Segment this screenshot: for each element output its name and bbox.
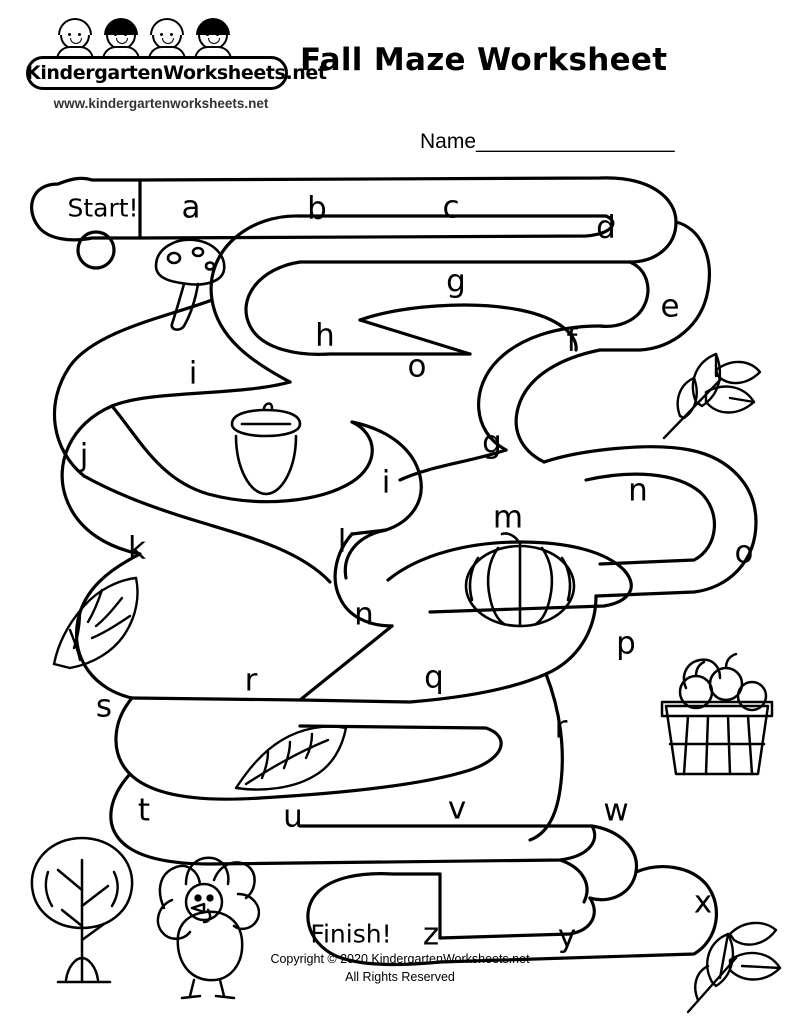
maze-letter: g [482,424,502,461]
maze-letter: y [557,918,577,955]
maze-letter: l [337,523,347,560]
kids-illustration-icon [54,14,254,60]
maze-illustration [0,150,800,970]
maple-leaf-icon [40,568,160,688]
pumpkin-icon [450,528,590,638]
maze-letter: g [446,263,466,300]
maze-letter: m [492,499,524,536]
maze-letter: z [422,916,440,953]
maze-letter: v [447,790,467,827]
maze-letter: a [181,189,201,226]
maze-finish-label: Finish! [310,919,392,949]
oak-leaf-icon [228,712,358,802]
maze-letter: u [283,798,303,835]
mushroom-icon [146,232,236,332]
logo-text: KindergartenWorksheets.net [26,62,327,84]
maze-letter: r [244,662,258,699]
maze-letter: o [734,534,754,571]
maze-letter: f [566,322,578,359]
maze-letter: b [307,190,327,227]
maze-letter: k [128,530,146,567]
maze-letter: i [381,464,391,501]
maze-letter: w [603,792,629,829]
maze-letter: h [315,317,335,354]
maze-letter: j [79,437,89,474]
site-url: www.kindergartenworksheets.net [53,96,269,111]
leaf-sprig-icon [650,340,770,450]
maze-letter: s [95,688,113,725]
maze-letter: e [660,288,680,325]
maze-letter: t [137,792,151,829]
maze-letter: o [407,348,427,385]
maze-letter: x [693,884,713,921]
maze-letter: r [554,709,568,746]
page-footer [0,950,800,986]
maze-letter: n [354,596,374,633]
page-header [0,0,800,153]
maze-letter: i [188,355,198,392]
maze-letter: n [628,472,648,509]
maze-letter: q [424,659,444,696]
copyright-text: Copyright © 2020 KindergartenWorksheets.net [270,952,530,966]
page-title: Fall Maze Worksheet [300,42,668,78]
apple-basket-icon [652,640,782,790]
name-field-label: Name_________________ [420,130,675,153]
maze-letter: p [616,625,636,662]
rights-text: All Rights Reserved [345,970,455,985]
maze-letter: d [596,209,616,246]
maze-start-label: Start! [67,193,139,223]
acorn-icon [212,398,322,518]
maze-letter: c [442,189,460,226]
